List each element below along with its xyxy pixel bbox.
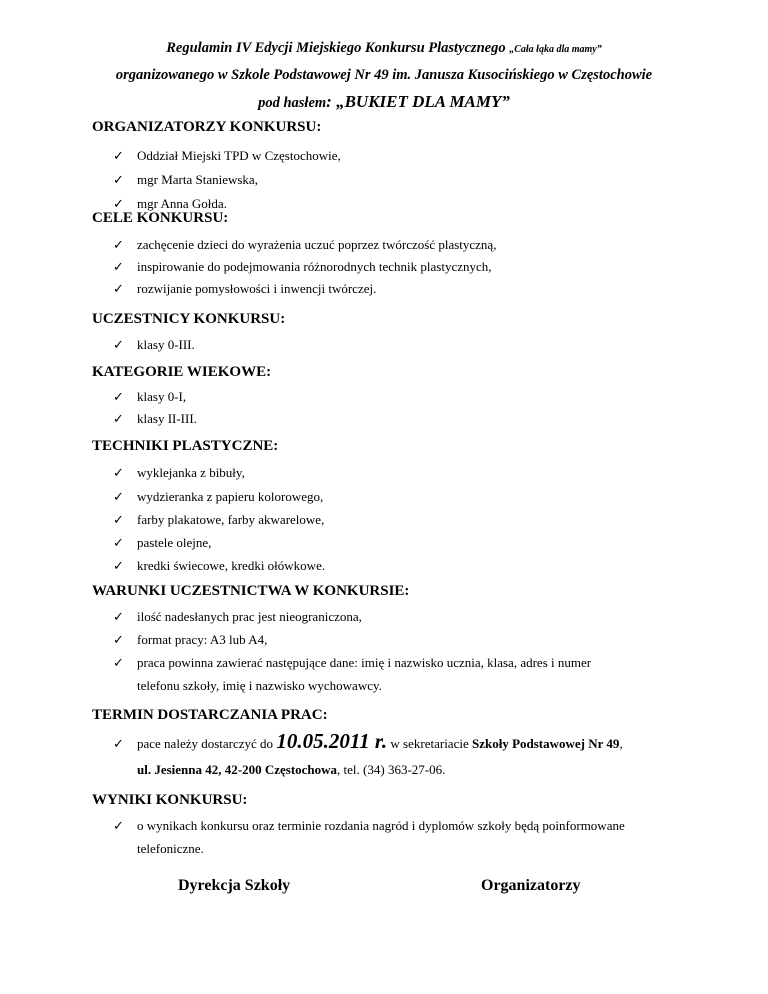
- checkmark-icon: ✓: [113, 237, 124, 252]
- list-item-text: Oddział Miejski TPD w Częstochowie,: [137, 148, 341, 163]
- list-item-text: klasy 0-I,: [137, 389, 187, 404]
- list-item-text: praca powinna zawierać następujące dane: imię i nazwisko ucznia, klasa, adres i numer: [137, 655, 592, 670]
- checkmark-icon: ✓: [113, 632, 124, 647]
- motto-prefix: pod hasłem: [258, 95, 327, 111]
- list-item: [113, 465, 245, 481]
- section-heading-age-categories: KATEGORIE WIEKOWE:: [92, 364, 272, 380]
- list-item: [113, 172, 258, 188]
- deadline-text-mid: w sekretariacie: [390, 736, 469, 751]
- checkmark-icon: ✓: [113, 196, 124, 211]
- checkmark-icon: ✓: [113, 281, 124, 296]
- list-item-text: wyklejanka z bibuły,: [137, 465, 245, 480]
- list-item: [113, 259, 492, 275]
- checkmark-icon: ✓: [113, 512, 124, 527]
- doc-title-line-3: [0, 92, 768, 112]
- school-name: Szkoły Podstawowej Nr 49: [471, 736, 620, 751]
- list-item: [113, 655, 591, 671]
- list-item-text: wydzieranka z papieru kolorowego,: [137, 489, 324, 504]
- list-item-continuation: telefoniczne.: [137, 841, 204, 856]
- list-item: [113, 148, 341, 164]
- list-item-text: mgr Marta Staniewska,: [137, 172, 258, 187]
- list-item-continuation: telefonu szkoły, imię i nazwisko wychowawcy.: [137, 678, 382, 693]
- title-contest-name: „Cała łąka dla mamy”: [509, 44, 602, 55]
- deadline-text-before: pace należy dostarczyć do: [137, 736, 274, 751]
- list-item: [113, 512, 324, 528]
- school-phone: , tel. (34) 363-27-06.: [337, 762, 446, 777]
- list-item-text: inspirowanie do podejmowania różnorodnych technik plastycznych,: [137, 259, 492, 274]
- list-item-text: rozwijanie pomysłowości i inwencji twórczej.: [137, 281, 377, 296]
- list-item: [113, 389, 186, 405]
- signature-school-management: Dyrekcja Szkoły: [178, 877, 291, 894]
- list-item-text: ilość nadesłanych prac jest nieograniczona,: [137, 609, 362, 624]
- deadline-date: 10.05.2011 r.: [276, 729, 388, 753]
- checkmark-icon: ✓: [113, 337, 124, 352]
- checkmark-icon: ✓: [113, 818, 124, 833]
- checkmark-icon: ✓: [113, 259, 124, 274]
- section-heading-organizers: ORGANIZATORZY KONKURSU:: [92, 119, 322, 135]
- doc-title-line-1: [0, 40, 768, 57]
- list-item: [113, 818, 625, 834]
- list-item: [113, 632, 267, 648]
- list-item: [113, 237, 496, 253]
- list-item-text: pastele olejne,: [137, 535, 212, 550]
- list-item: [113, 609, 362, 625]
- deadline-address-line: [137, 762, 445, 778]
- checkmark-icon: ✓: [113, 389, 124, 404]
- list-item: [113, 411, 197, 427]
- list-item-text: format pracy: A3 lub A4,: [137, 632, 268, 647]
- list-item-text: mgr Anna Gołda.: [137, 196, 227, 211]
- section-heading-conditions: WARUNKI UCZESTNICTWA W KONKURSIE:: [92, 583, 410, 599]
- title-main-text: Regulamin IV Edycji Miejskiego Konkursu Plastycznego: [166, 40, 510, 56]
- list-item-text: klasy II-III.: [137, 411, 197, 426]
- checkmark-icon: ✓: [113, 655, 124, 670]
- list-item-text: o wynikach konkursu oraz terminie rozdania nagród i dyplomów szkoły będą poinformowane: [137, 818, 625, 833]
- motto-text: : „BUKIET DLA MAMY”: [326, 92, 510, 111]
- list-item: [113, 337, 195, 353]
- signature-organizers: Organizatorzy: [481, 877, 581, 894]
- section-heading-deadline: TERMIN DOSTARCZANIA PRAC:: [92, 707, 328, 723]
- section-heading-goals: CELE KONKURSU:: [92, 210, 229, 226]
- list-item: [113, 535, 211, 551]
- checkmark-icon: ✓: [113, 558, 124, 573]
- checkmark-icon: ✓: [113, 736, 124, 751]
- checkmark-icon: ✓: [113, 148, 124, 163]
- list-item-text: klasy 0-III.: [137, 337, 195, 352]
- checkmark-icon: ✓: [113, 465, 124, 480]
- list-item-text: farby plakatowe, farby akwarelowe,: [137, 512, 325, 527]
- list-item-text: kredki świecowe, kredki ołówkowe.: [137, 558, 326, 573]
- section-heading-results: WYNIKI KONKURSU:: [92, 792, 248, 808]
- list-item: [113, 489, 323, 505]
- checkmark-icon: ✓: [113, 535, 124, 550]
- checkmark-icon: ✓: [113, 609, 124, 624]
- list-item-text: zachęcenie dzieci do wyrażenia uczuć poprzez twórczość plastyczną,: [137, 237, 497, 252]
- checkmark-icon: ✓: [113, 411, 124, 426]
- section-heading-techniques: TECHNIKI PLASTYCZNE:: [92, 438, 279, 454]
- list-item: [113, 558, 325, 574]
- checkmark-icon: ✓: [113, 172, 124, 187]
- section-heading-participants: UCZESTNICY KONKURSU:: [92, 311, 286, 327]
- checkmark-icon: ✓: [113, 489, 124, 504]
- deadline-line: ✓ pace należy dostarczyć do 10.05.2011 r. w sekretariacie Szkoły Podstawowej Nr 49,: [113, 729, 623, 753]
- list-item: [113, 281, 376, 297]
- doc-title-line-2: organizowanego w Szkole Podstawowej Nr 49 im. Janusza Kusocińskiego w Częstochowie: [115, 67, 653, 83]
- school-address: ul. Jesienna 42, 42-200 Częstochowa: [137, 762, 338, 777]
